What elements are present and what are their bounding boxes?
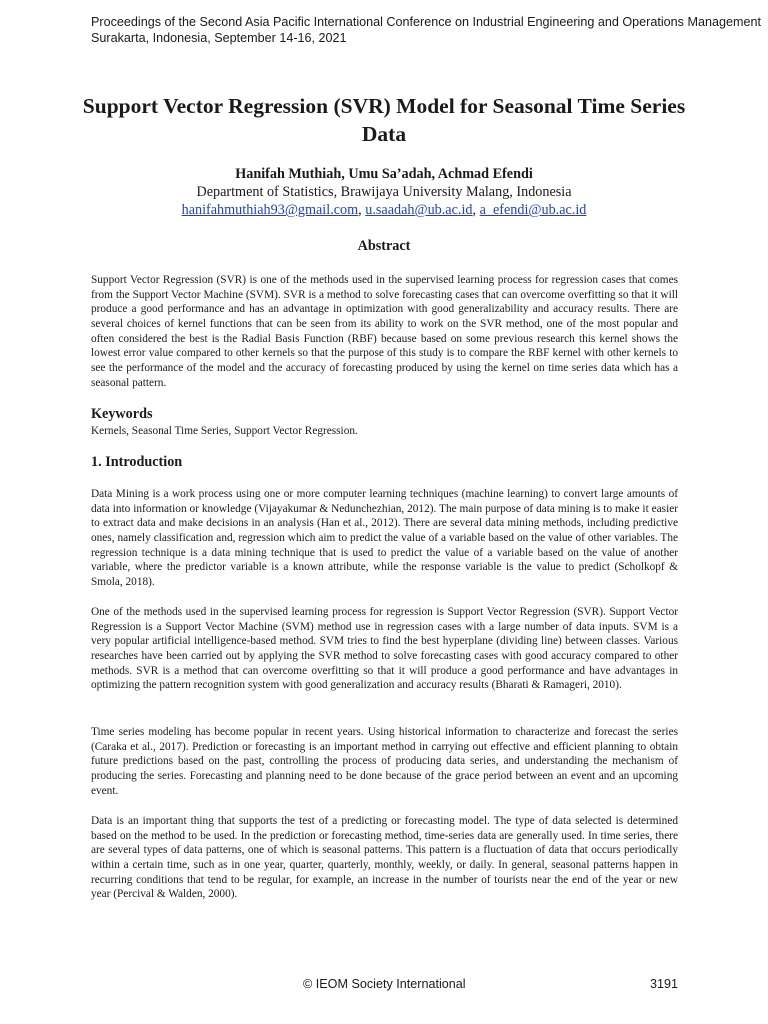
footer-copyright: © IEOM Society International xyxy=(303,977,466,991)
intro-paragraph-3: Time series modeling has become popular in recent years. Using historical information to characterize and forecast the series (Caraka et al., 2017). Prediction or forecasting is an important method in carrying out effective and efficient planning to obtain future predictions based on the past, controlling the process of producing data series, and understanding the mechanism of producing the series. Forecasting and planning need to be done because of the grace period between an event and an upcoming event. xyxy=(91,726,678,797)
intro-paragraph-4: Data is an important thing that supports the test of a predicting or forecasting model. The type of data selected is determined based on the method to be used. In the prediction or forecasting method, time-series data are generally used. In time series, there are several types of data patterns, one of which is seasonal patterns. This pattern is a fluctuation of data that occurs periodically within a certain time, such as in one year, quarter, quarterly, monthly, weekly, or daily. In general, seasonal patterns happen in recurring conditions that tend to be regular, for example, an increase in the number of tourists near the end of the year or new year (Percival & Walden, 2000). xyxy=(91,815,678,901)
email-link-1[interactable]: hanifahmuthiah93@gmail.com xyxy=(181,202,359,218)
email-separator: , xyxy=(472,202,480,218)
email-link-3[interactable]: a_efendi@ub.ac.id xyxy=(479,202,587,218)
abstract-heading: Abstract xyxy=(357,238,411,254)
page-number: 3191 xyxy=(650,977,679,991)
keywords-text: Kernels, Seasonal Time Series, Support Vector Regression. xyxy=(91,425,358,437)
email-link-2[interactable]: u.saadah@ub.ac.id xyxy=(365,202,473,218)
conference-location-date: Surakarta, Indonesia, September 14-16, 2021 xyxy=(91,31,347,45)
author-emails xyxy=(60,201,708,219)
intro-paragraph-2: One of the methods used in the supervised learning process for regression is Support Vector Regression (SVR). Support Vector Regression is a Support Vector Machine (SVM) method use in regression cases with a large number of data inputs. SVM is a very popular artificial intelligence-based method. SVM tries to find the best hyperplane (dividing line) between classes. Various researches have been carried out by applying the SVR method to solve forecasting cases with good accuracy compared to other methods. SVR is a method that can overcome overfitting so that it will produce a good performance and have advantages in optimizing the pattern recognition system with good generalization and accuracy results (Bharati & Ramageri, 2010). xyxy=(91,606,678,692)
author-affiliation: Department of Statistics, Brawijaya University Malang, Indonesia xyxy=(196,184,572,200)
intro-paragraph-1: Data Mining is a work process using one or more computer learning techniques (machine learning) to convert large amounts of data into information or knowledge (Vijayakumar & Nedunchezhian, 2012). The main purpose of data mining is to make it easier to extract data and make decisions in an analysis (Han et al., 2012). There are several data mining methods, including predictive ones, namely classification and, regression which aim to predict the value of a variable based on the value of other variables. The regression technique is a data mining technique that is used to predict the value of a variable based on the value of another variable, where the predictor variable is a known attribute, while the response variable is the value to predict (Scholkopf & Smola, 2018). xyxy=(91,488,678,588)
email-separator: , xyxy=(358,202,366,218)
introduction-heading: 1. Introduction xyxy=(91,454,183,470)
conference-name: Proceedings of the Second Asia Pacific International Conference on Industrial Engineering and Operations Management xyxy=(91,15,761,29)
conference-header xyxy=(91,14,763,46)
abstract-text: Support Vector Regression (SVR) is one of the methods used in the supervised learning process for regression cases that comes from the Support Vector Machine (SVM). SVR is a method to solve forecasting cases that can overcome overfitting so that it will produce a good performance and has an advantage in optimization with good generalizability and accuracy results. There are several choices of kernel functions that can be seen from its ability to work on the SVR method, one of the most popular and often considered the best is the Radial Basis Function (RBF) because based on some previous research this kernel shows the lowest error value compared to other kernels so that the purpose of this study is to compare the RBF kernel with other kernels to see the performance of the model and the accuracy of forecasting produced by using the kernel on time series data which has a seasonal pattern. xyxy=(91,274,678,389)
author-list: Hanifah Muthiah, Umu Sa’adah, Achmad Efendi xyxy=(235,166,533,182)
paper-title: Support Vector Regression (SVR) Model for Seasonal Time Series Data xyxy=(82,94,686,146)
keywords-heading: Keywords xyxy=(91,406,153,422)
